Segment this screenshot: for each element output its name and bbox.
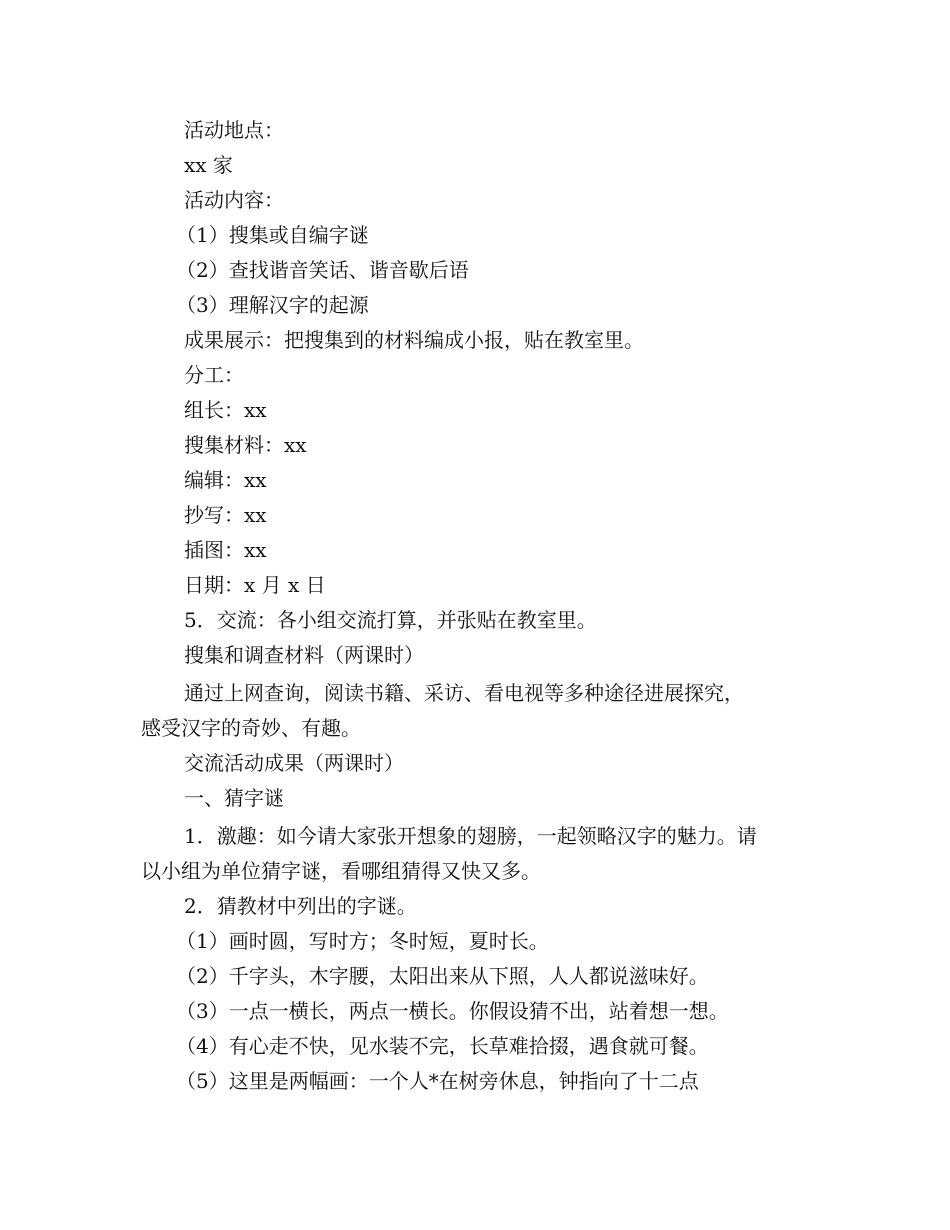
activity-location-value: xx 家 <box>184 153 233 177</box>
riddle-item-2: （2）千字头，木字腰，太阳出来从下照，人人都说滋味好。 <box>176 964 709 988</box>
exchange-step: 5．交流：各小组交流打算，并张贴在教室里。 <box>184 608 597 632</box>
section-heading-exchange: 交流活动成果（两课时） <box>184 751 404 775</box>
role-illustrator: 插图：xx <box>184 538 267 562</box>
paragraph-intro-line-1: 1．激趣：如今请大家张开想象的翅膀，一起领略汉字的魅力。请 <box>184 824 757 848</box>
role-collector: 搜集材料：xx <box>184 433 307 457</box>
division-label: 分工： <box>184 363 244 387</box>
result-display: 成果展示：把搜集到的材料编成小报，贴在教室里。 <box>184 328 644 352</box>
activity-content-label: 活动内容： <box>184 188 284 212</box>
section-heading-collect: 搜集和调查材料（两课时） <box>184 643 424 667</box>
paragraph-collect-line-2: 感受汉字的奇妙、有趣。 <box>141 716 361 740</box>
riddle-item-4: （4）有心走不快，见水装不完，长草难拾掇，遇食就可餐。 <box>176 1034 709 1058</box>
content-item-3: （3）理解汉字的起源 <box>176 293 369 317</box>
riddle-item-3: （3）一点一横长，两点一横长。你假设猜不出，站着想一想。 <box>176 999 729 1023</box>
role-copier: 抄写：xx <box>184 503 267 527</box>
role-editor: 编辑：xx <box>184 468 267 492</box>
riddle-item-1: （1）画时圆，写时方；冬时短，夏时长。 <box>176 929 549 953</box>
riddle-step-2: 2．猜教材中列出的字谜。 <box>184 894 417 918</box>
subsection-riddles: 一、猜字谜 <box>184 786 284 810</box>
date-line: 日期：x 月 x 日 <box>184 573 326 597</box>
activity-location-label: 活动地点： <box>184 118 284 142</box>
role-leader: 组长：xx <box>184 398 267 422</box>
paragraph-intro-line-2: 以小组为单位猜字谜，看哪组猜得又快又多。 <box>141 859 541 883</box>
content-item-1: （1）搜集或自编字谜 <box>176 223 369 247</box>
content-item-2: （2）查找谐音笑话、谐音歇后语 <box>176 258 469 282</box>
paragraph-collect-line-1: 通过上网查询，阅读书籍、采访、看电视等多种途径进展探究， <box>184 681 744 705</box>
riddle-item-5: （5）这里是两幅画：一个人*在树旁休息，钟指向了十二点 <box>176 1069 699 1093</box>
